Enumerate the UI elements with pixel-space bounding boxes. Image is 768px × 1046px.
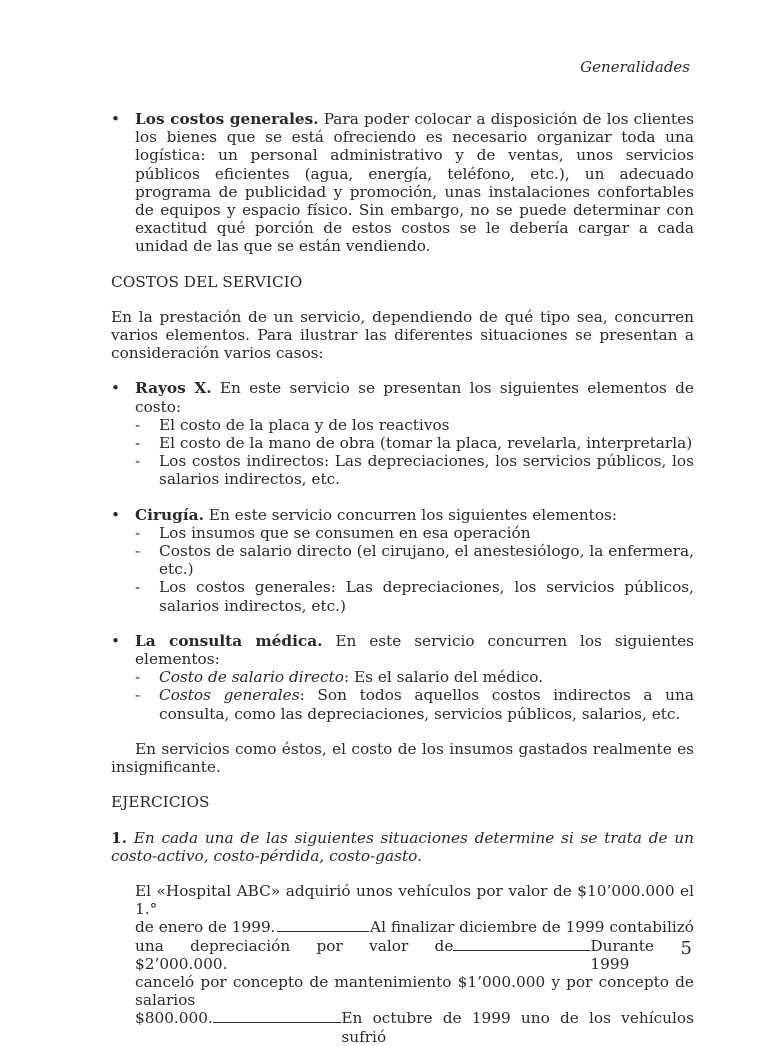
bullet-text: Para poder colocar a disposición de los clientes los bienes que se está ofreciendo es necesario organizar toda una logística: un personal administrativo y de ventas, unos servicios públicos eficientes (agua, energía, teléfono, etc.), un adecuado programa de publicidad y promoción, unas instalaciones confortables de equipos y espacio físico. Sin embargo, no se puede determinar con exactitud qué porción de estos costos se le debería cargar a cada unidad de las que se están vendiendo.	[135, 110, 694, 256]
bullet-text: En este servicio concurren los siguientes elementos:	[203, 505, 618, 524]
consulta-sublist	[135, 668, 694, 723]
section-heading-service: COSTOS DEL SERVICIO	[111, 272, 303, 291]
intro-paragraph: En la prestación de un servicio, dependiendo de qué tipo sea, concurren varios elementos. Para ilustrar las diferentes situaciones se presentan a consideración varios casos:	[111, 307, 694, 363]
list-item: - Costos de salario directo (el cirujano, el anestesiólogo, la enfermera, etc.)	[135, 542, 695, 579]
list-item: - El costo de la placa y de los reactivos	[135, 415, 450, 434]
exercise-scenario: El «Hospital ABC» adquirió unos vehículos por valor de $10’000.000 el 1.° de enero de 1999. Al finalizar diciembre de 1999 contabilizó una depreciación por valor de $2’000.000. Durante 1999 canceló por concepto de mantenimiento $1’000.000 y por concepto de salarios $800.000. En octubre de 1999 uno de los vehículos sufrió	[135, 881, 694, 1046]
bullet-rayos	[111, 379, 694, 415]
bullet-title: Los costos generales.	[135, 110, 319, 128]
answer-blank[interactable]	[277, 918, 369, 932]
item-italic-term: Costo de salario directo	[159, 668, 344, 687]
exercise-number: 1.	[111, 828, 127, 847]
bullet-body	[135, 506, 694, 524]
list-item: - Los costos generales: Las depreciaciones, los servicios públicos, salarios indirectos, etc.)	[135, 578, 694, 615]
list-item: - El costo de la mano de obra (tomar la placa, revelarla, interpretarla)	[135, 434, 693, 453]
page-number: 5	[680, 938, 692, 959]
bullet-body	[135, 632, 694, 668]
running-head: Generalidades	[580, 58, 690, 76]
list-item: - Costo de salario directo: Es el salario del médico.	[135, 668, 544, 687]
bullet-icon: •	[111, 631, 121, 650]
rayos-sublist	[135, 416, 694, 489]
bullet-icon: •	[111, 379, 121, 398]
answer-blank[interactable]	[453, 937, 590, 951]
bullet-general-costs	[111, 110, 694, 256]
bullet-title: La consulta médica.	[135, 631, 323, 650]
bullet-body	[135, 379, 694, 415]
bullet-cirugia	[111, 506, 694, 524]
bullet-icon: •	[111, 110, 121, 128]
list-item: - Costos generales: Son todos aquellos costos indirectos a una consulta, como las depreciaciones, servicios públicos, salarios, etc.	[135, 686, 694, 723]
bullet-text: En este servicio se presentan los siguientes elementos de costo:	[135, 379, 694, 416]
page-content	[111, 110, 694, 1046]
section-heading-exercises: EJERCICIOS	[111, 793, 210, 812]
exercise-prompt	[111, 829, 694, 865]
bullet-consulta	[111, 632, 694, 668]
closing-paragraph: En servicios como éstos, el costo de los insumos gastados realmente es insignificante.	[111, 739, 694, 777]
list-item: - Los costos indirectos: Las depreciaciones, los servicios públicos, los salarios indirectos, etc.	[135, 452, 694, 489]
cirugia-sublist	[135, 524, 694, 615]
bullet-title: Cirugía.	[135, 505, 204, 524]
list-item: - Los insumos que se consumen en esa operación	[135, 523, 531, 542]
bullet-text: En este servicio concurren los siguientes elementos:	[135, 631, 694, 669]
item-italic-term: Costos generales	[159, 686, 300, 705]
answer-blank[interactable]	[213, 1009, 342, 1023]
bullet-icon: •	[111, 505, 121, 524]
bullet-body	[135, 110, 694, 256]
exercise-instructions: En cada una de las siguientes situaciones determine si se trata de un costo-activo, costo-pérdida, costo-gasto.	[111, 828, 694, 865]
bullet-title: Rayos X.	[135, 379, 212, 398]
